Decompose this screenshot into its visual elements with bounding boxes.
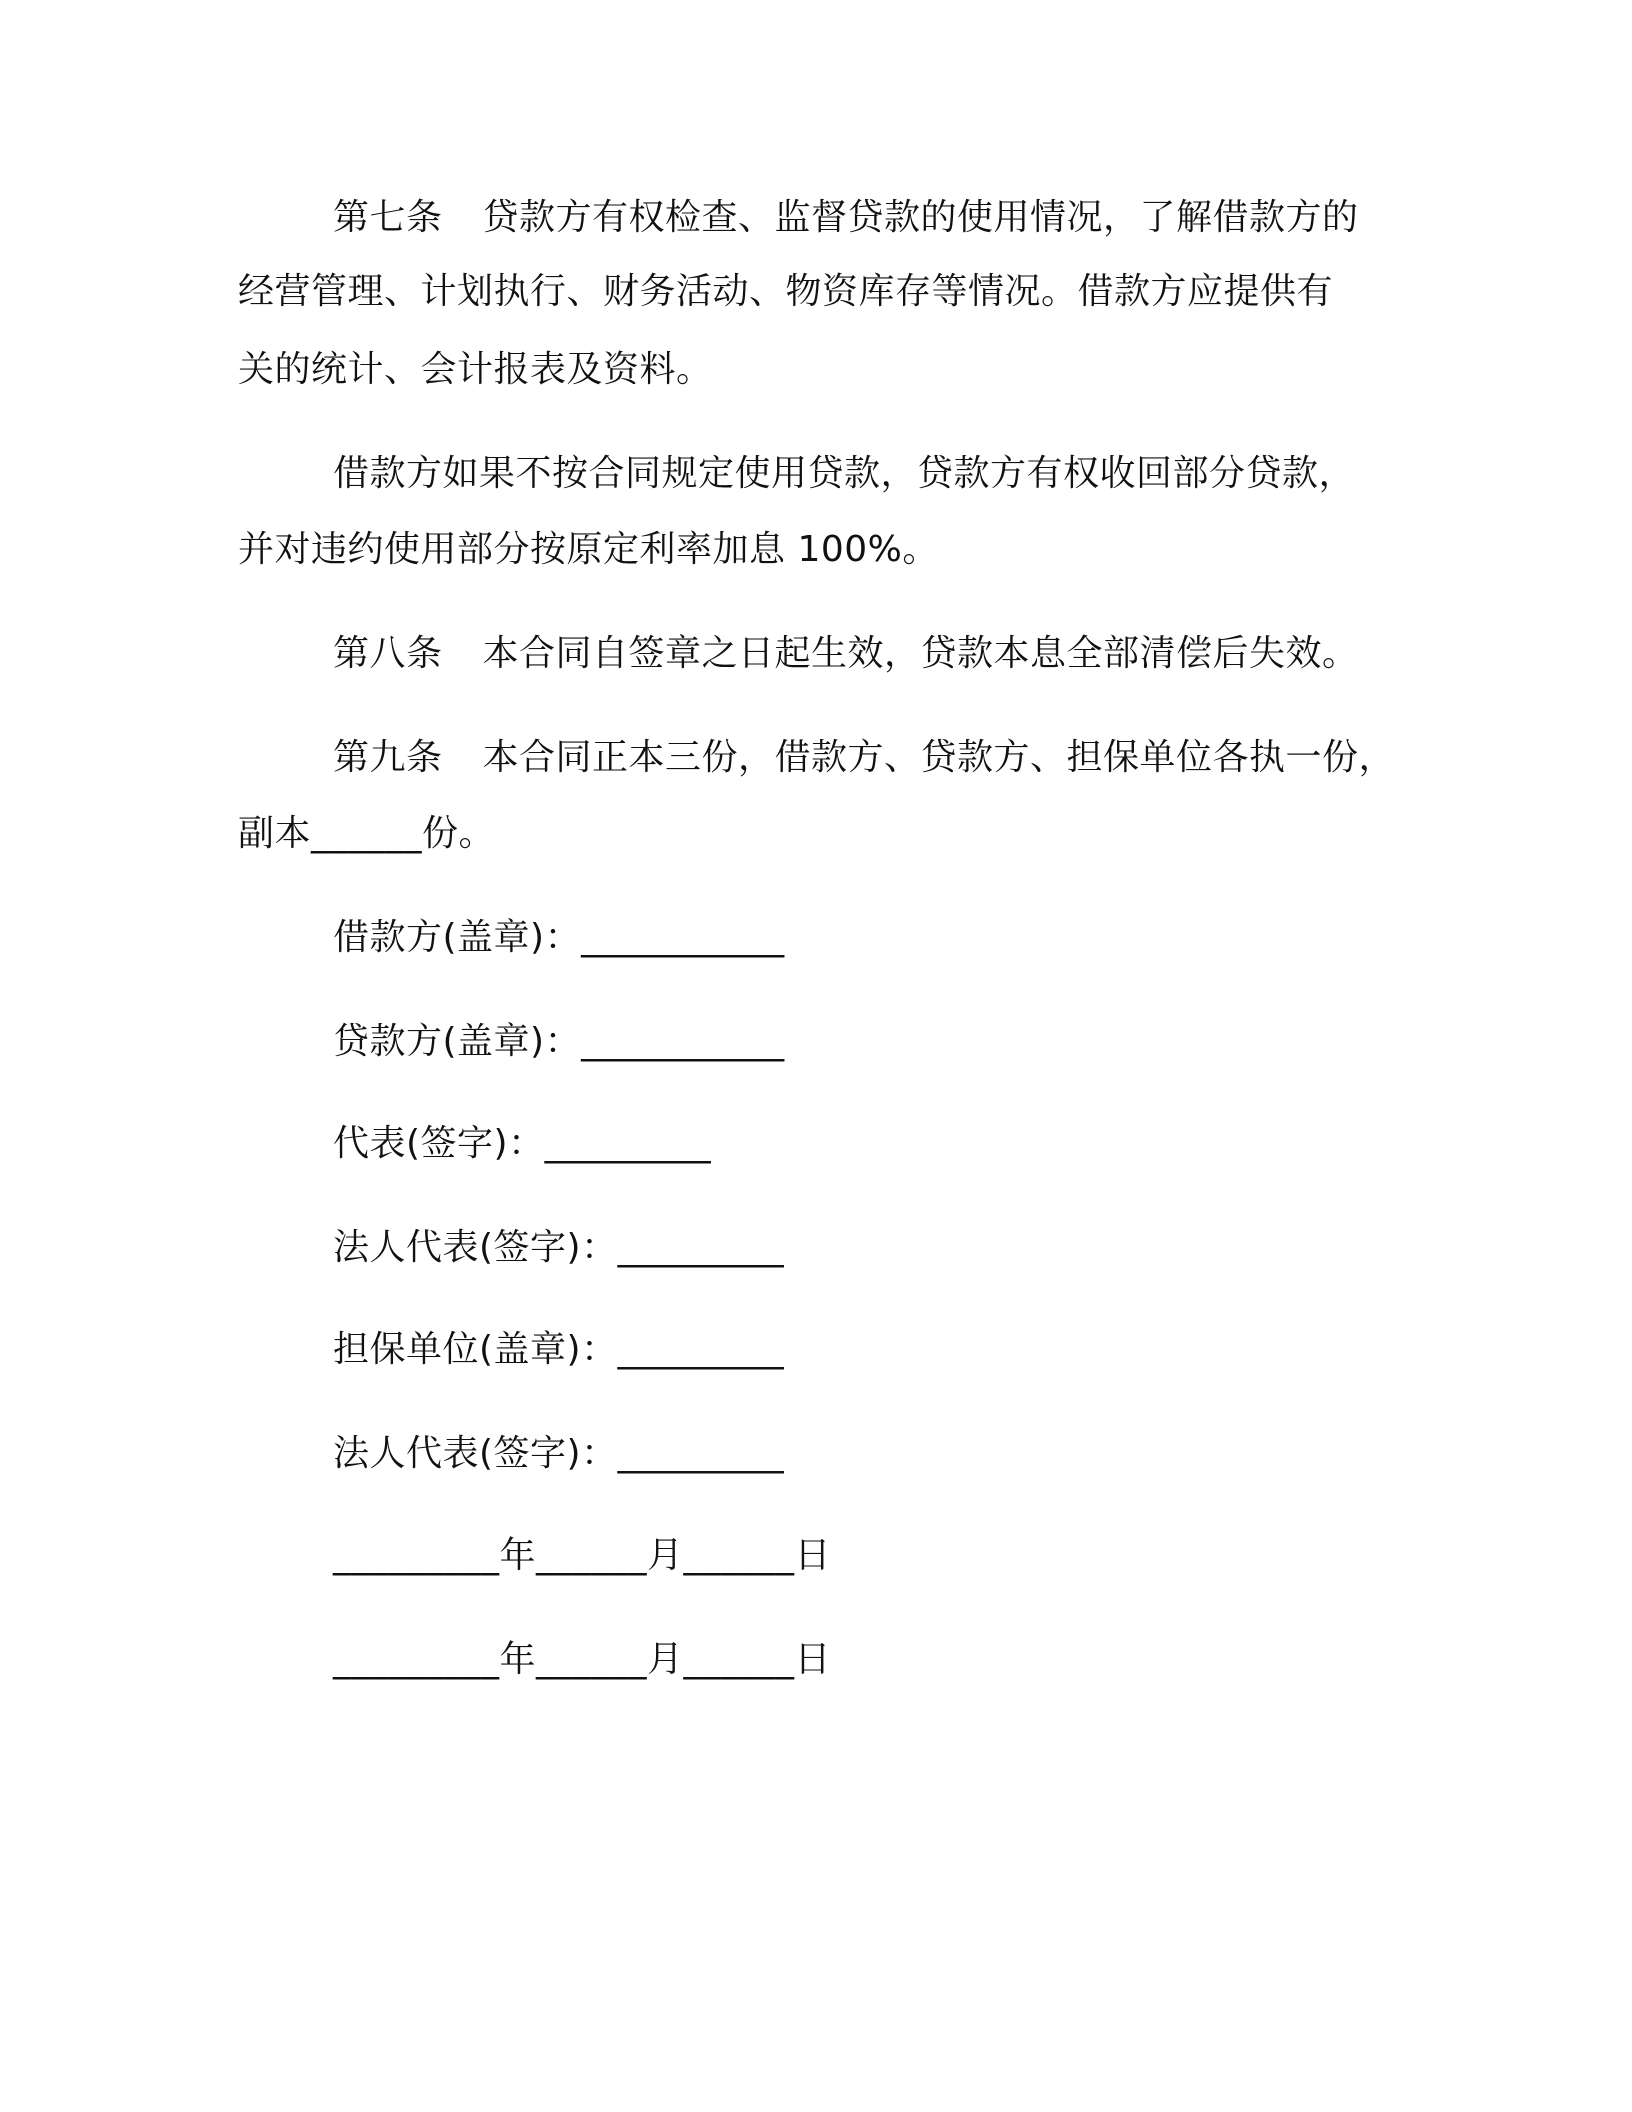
misuse-paragraph-line-2: 并对违约使用部分按原定利率加息 100%。	[238, 529, 939, 570]
article-7-label: 第七条	[333, 197, 443, 238]
article-9-text: 本合同正本三份，借款方、贷款方、担保单位各执一份，	[482, 737, 1396, 778]
misuse-paragraph-line-1: 借款方如果不按合同规定使用贷款，贷款方有权收回部分贷款，	[333, 453, 1356, 494]
signature-legal-rep-1: 法人代表(签字)：_________	[333, 1227, 785, 1268]
article-7-line-1	[333, 194, 1359, 242]
article-9-line-2: 副本______份。	[238, 813, 496, 854]
article-8-text: 本合同自签章之日起生效，贷款本息全部清偿后失效。	[482, 633, 1359, 674]
date-line-2: _________年______月______日	[333, 1639, 831, 1680]
article-7-line-2: 经营管理、计划执行、财务活动、物资库存等情况。借款方应提供有	[238, 271, 1334, 312]
article-7-line-3: 关的统计、会计报表及资料。	[238, 349, 713, 390]
article-8	[333, 630, 1359, 678]
article-7-text: 贷款方有权检查、监督贷款的使用情况，了解借款方的	[482, 197, 1359, 238]
article-8-label: 第八条	[333, 633, 443, 674]
signature-borrower: 借款方(盖章)：___________	[333, 917, 785, 958]
date-line-1: _________年______月______日	[333, 1535, 831, 1576]
signature-representative: 代表(签字)：_________	[333, 1123, 712, 1164]
signature-legal-rep-2: 法人代表(签字)：_________	[333, 1433, 785, 1474]
article-9-line-1	[333, 734, 1395, 782]
article-9-label: 第九条	[333, 737, 443, 778]
signature-lender: 贷款方(盖章)：___________	[333, 1021, 785, 1062]
signature-guarantor: 担保单位(盖章)：_________	[333, 1329, 785, 1370]
